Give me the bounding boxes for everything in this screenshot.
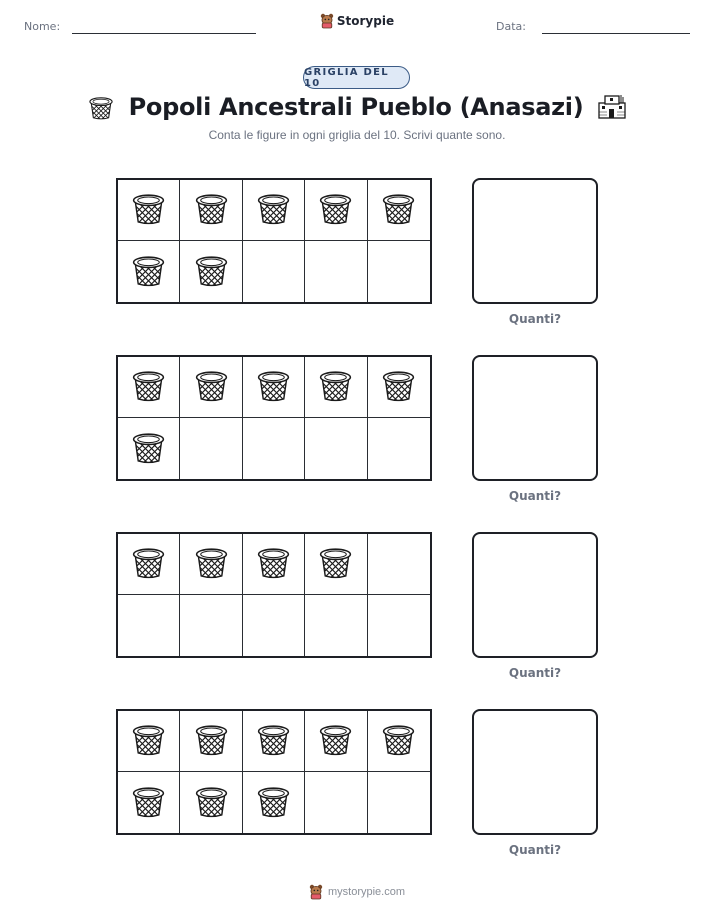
- worksheet-title: Popoli Ancestrali Pueblo (Anasazi): [128, 93, 584, 121]
- woven-basket-icon: [255, 721, 292, 761]
- woven-basket-icon: [255, 367, 292, 407]
- ten-frame-cell: [118, 180, 180, 241]
- footer: [0, 884, 714, 900]
- ten-frame-cell: [368, 241, 430, 302]
- ten-frame-cell: [368, 772, 430, 833]
- woven-basket-icon: [193, 190, 230, 230]
- storypie-mascot-icon: [320, 13, 334, 29]
- name-field-line[interactable]: [72, 33, 256, 34]
- ten-frame-cell: [305, 534, 367, 595]
- woven-basket-icon: [130, 252, 167, 292]
- title-row: [0, 93, 714, 121]
- worksheet-type-badge: GRIGLIA DEL 10: [303, 66, 410, 89]
- woven-basket-icon: [87, 94, 115, 120]
- ten-frame-cell: [180, 357, 242, 418]
- ten-frame-cell: [305, 711, 367, 772]
- ten-frame-cell: [368, 418, 430, 479]
- woven-basket-icon: [317, 721, 354, 761]
- ten-frame-cell: [118, 357, 180, 418]
- ten-frame-cell: [243, 772, 305, 833]
- ten-frame-cell: [118, 418, 180, 479]
- ten-frame-cell: [243, 595, 305, 656]
- woven-basket-icon: [130, 367, 167, 407]
- woven-basket-icon: [255, 783, 292, 823]
- woven-basket-icon: [130, 190, 167, 230]
- ten-frame-cell: [180, 534, 242, 595]
- woven-basket-icon: [130, 783, 167, 823]
- ten-frame-cell: [243, 534, 305, 595]
- name-label: Nome:: [24, 20, 61, 33]
- ten-frame-cell: [305, 772, 367, 833]
- ten-frame-cell: [180, 711, 242, 772]
- ten-frame-cell: [368, 357, 430, 418]
- woven-basket-icon: [380, 721, 417, 761]
- woven-basket-icon: [380, 190, 417, 230]
- answer-label-3: Quanti?: [508, 666, 562, 680]
- ten-frame-cell: [368, 534, 430, 595]
- ten-frame-cell: [180, 772, 242, 833]
- ten-frame-cell: [118, 241, 180, 302]
- ten-frame-cell: [243, 711, 305, 772]
- woven-basket-icon: [193, 544, 230, 584]
- ten-frame-cell: [118, 534, 180, 595]
- pueblo-building-icon: [597, 94, 627, 120]
- ten-frame-4: [116, 709, 432, 835]
- instructions: Conta le figure in ogni griglia del 10. Scrivi quante sono.: [208, 128, 506, 142]
- brand-name: Storypie: [336, 14, 395, 28]
- ten-frame-3: [116, 532, 432, 658]
- ten-frame-cell: [180, 418, 242, 479]
- brand-logo: [0, 13, 714, 29]
- woven-basket-icon: [380, 367, 417, 407]
- woven-basket-icon: [130, 429, 167, 469]
- answer-box-4[interactable]: [472, 709, 598, 835]
- date-label: Data:: [496, 20, 526, 33]
- ten-frame-cell: [305, 357, 367, 418]
- woven-basket-icon: [130, 544, 167, 584]
- answer-label-2: Quanti?: [508, 489, 562, 503]
- ten-frame-cell: [368, 595, 430, 656]
- ten-frame-cell: [305, 241, 367, 302]
- answer-label-4: Quanti?: [508, 843, 562, 857]
- woven-basket-icon: [130, 721, 167, 761]
- ten-frame-cell: [305, 180, 367, 241]
- ten-frame-cell: [243, 357, 305, 418]
- answer-box-3[interactable]: [472, 532, 598, 658]
- woven-basket-icon: [193, 252, 230, 292]
- ten-frame-cell: [305, 418, 367, 479]
- woven-basket-icon: [193, 367, 230, 407]
- ten-frame-2: [116, 355, 432, 481]
- ten-frame-cell: [180, 180, 242, 241]
- woven-basket-icon: [255, 190, 292, 230]
- ten-frame-cell: [368, 180, 430, 241]
- storypie-mascot-icon: [309, 884, 323, 900]
- woven-basket-icon: [317, 190, 354, 230]
- woven-basket-icon: [193, 783, 230, 823]
- ten-frame-cell: [305, 595, 367, 656]
- woven-basket-icon: [193, 721, 230, 761]
- answer-box-1[interactable]: [472, 178, 598, 304]
- ten-frame-cell: [180, 595, 242, 656]
- answer-box-2[interactable]: [472, 355, 598, 481]
- ten-frame-cell: [243, 241, 305, 302]
- footer-url[interactable]: mystorypie.com: [327, 886, 406, 898]
- ten-frame-cell: [180, 241, 242, 302]
- date-field-line[interactable]: [542, 33, 690, 34]
- woven-basket-icon: [317, 544, 354, 584]
- woven-basket-icon: [317, 367, 354, 407]
- ten-frame-cell: [118, 772, 180, 833]
- ten-frame-cell: [243, 418, 305, 479]
- answer-label-1: Quanti?: [508, 312, 562, 326]
- ten-frame-1: [116, 178, 432, 304]
- woven-basket-icon: [255, 544, 292, 584]
- ten-frame-cell: [368, 711, 430, 772]
- ten-frame-cell: [243, 180, 305, 241]
- ten-frame-cell: [118, 711, 180, 772]
- ten-frame-cell: [118, 595, 180, 656]
